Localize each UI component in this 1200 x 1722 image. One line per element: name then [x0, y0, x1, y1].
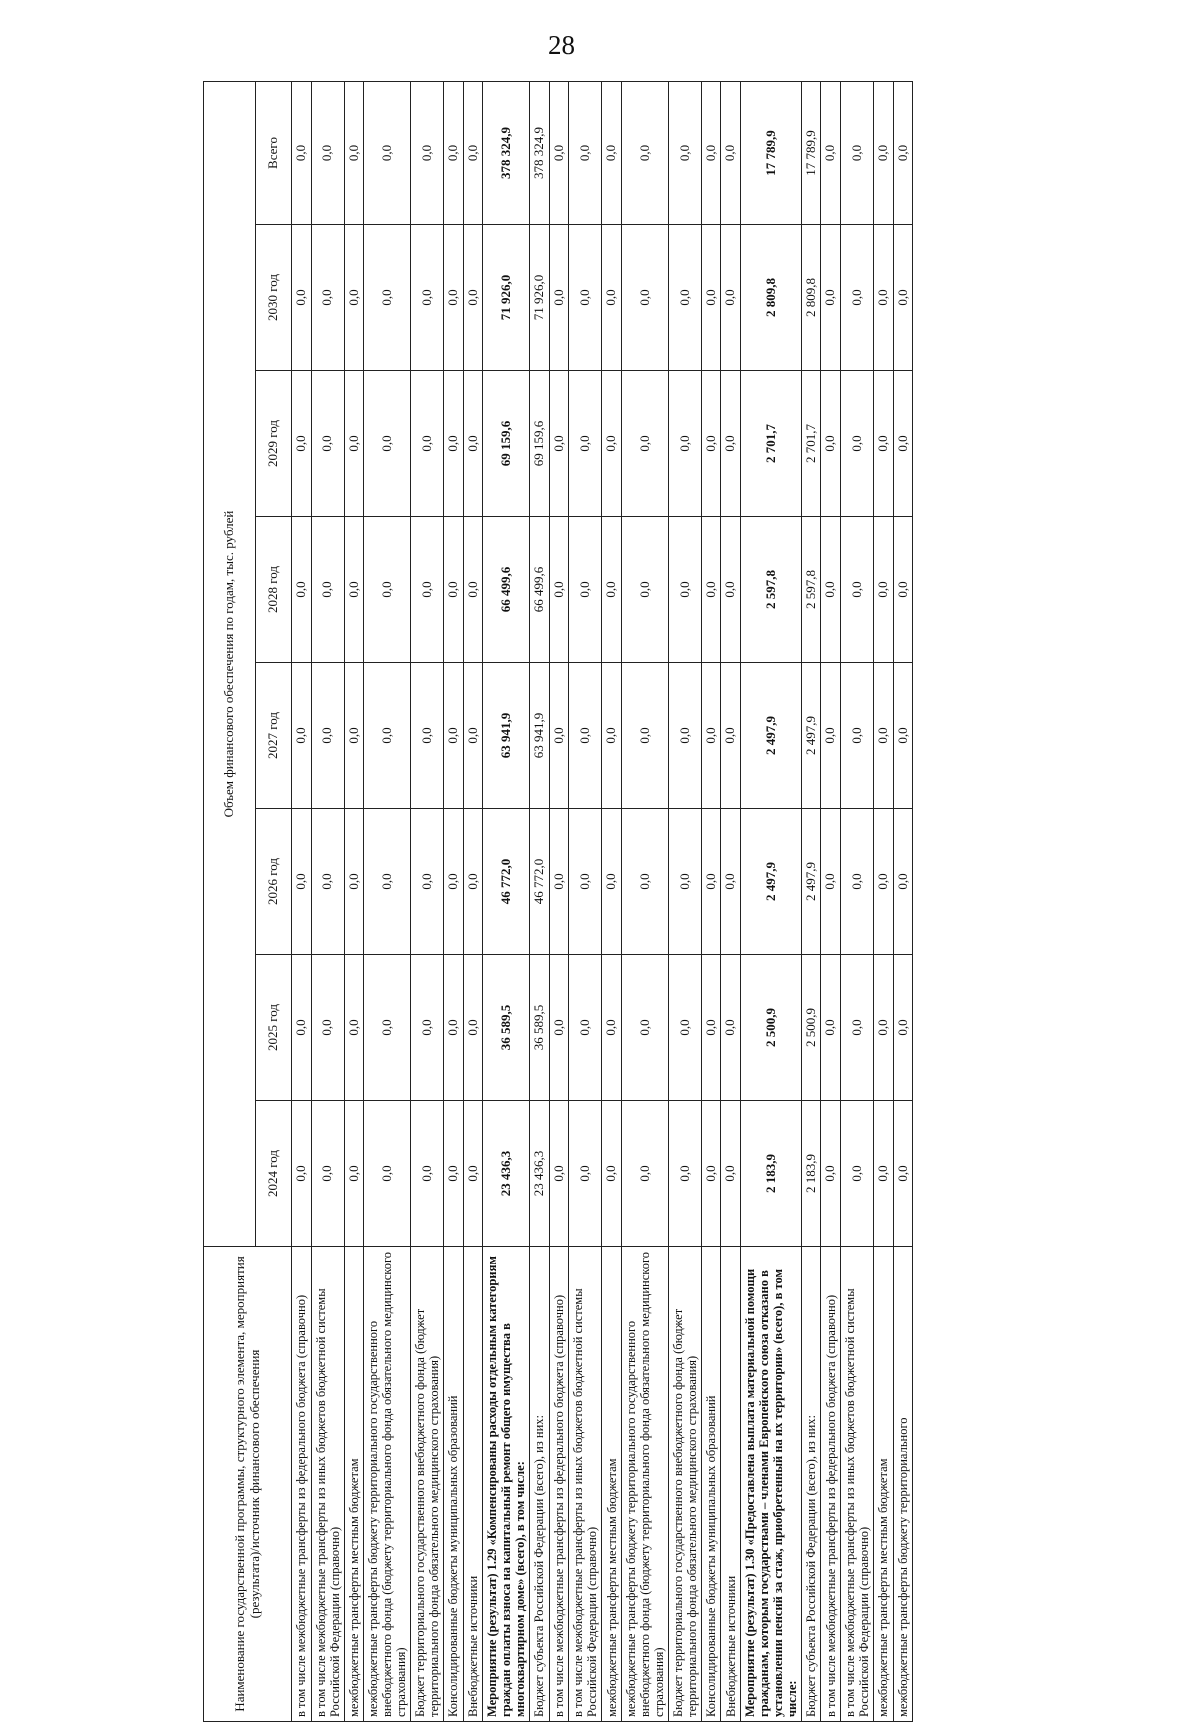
- row-label: Внебюджетные источники: [463, 1247, 483, 1722]
- value-cell: 0,0: [701, 225, 721, 371]
- value-cell: 36 589,5: [530, 955, 550, 1101]
- value-cell: 0,0: [569, 225, 602, 371]
- table-row: [444, 81, 464, 1721]
- table-body: [292, 81, 913, 1721]
- value-cell: 0,0: [463, 371, 483, 517]
- value-cell: 2 597,8: [740, 517, 801, 663]
- value-cell: 0,0: [569, 1101, 602, 1247]
- table-row: [569, 81, 602, 1721]
- value-cell: 0,0: [668, 1101, 701, 1247]
- table-rotation-frame: [203, 92, 1200, 1717]
- value-cell: 0,0: [292, 81, 312, 224]
- table-row: [292, 81, 312, 1721]
- value-cell: 378 324,9: [530, 81, 550, 224]
- value-cell: 0,0: [311, 1101, 344, 1247]
- value-cell: 0,0: [668, 81, 701, 224]
- row-label: межбюджетные трансферты бюджету территориального: [893, 1247, 913, 1722]
- value-cell: 69 159,6: [530, 371, 550, 517]
- value-cell: 0,0: [841, 1101, 874, 1247]
- value-cell: 0,0: [569, 371, 602, 517]
- value-cell: 0,0: [344, 955, 364, 1101]
- value-cell: 0,0: [549, 809, 569, 955]
- value-cell: 0,0: [569, 663, 602, 809]
- value-cell: 0,0: [364, 663, 411, 809]
- row-label: Бюджет территориального государственного внебюджетного фонда (бюджет территориального фонда обязательного медицинского страхования): [668, 1247, 701, 1722]
- financing-group-header: Объем финансового обеспечения по годам, тыс. рублей: [204, 81, 256, 1246]
- value-cell: 0,0: [701, 517, 721, 663]
- row-label: Бюджет субъекта Российской Федерации (всего), из них:: [530, 1247, 550, 1722]
- value-cell: 0,0: [821, 517, 841, 663]
- value-cell: 0,0: [411, 225, 444, 371]
- value-cell: 46 772,0: [530, 809, 550, 955]
- value-cell: 0,0: [893, 371, 913, 517]
- row-label: в том числе межбюджетные трансферты из иных бюджетов бюджетной системы Российской Федерации (справочно): [841, 1247, 874, 1722]
- value-cell: 0,0: [292, 1101, 312, 1247]
- value-cell: 0,0: [311, 371, 344, 517]
- value-cell: 0,0: [602, 371, 622, 517]
- value-cell: 0,0: [411, 955, 444, 1101]
- value-cell: 0,0: [821, 225, 841, 371]
- row-label: в том числе межбюджетные трансферты из федерального бюджета (справочно): [292, 1247, 312, 1722]
- year-column-header: 2025 год: [256, 955, 292, 1101]
- value-cell: 0,0: [444, 371, 464, 517]
- value-cell: 0,0: [841, 225, 874, 371]
- value-cell: 0,0: [364, 371, 411, 517]
- value-cell: 0,0: [721, 371, 741, 517]
- value-cell: 0,0: [292, 663, 312, 809]
- value-cell: 0,0: [893, 955, 913, 1101]
- value-cell: 0,0: [621, 809, 668, 955]
- value-cell: 0,0: [701, 809, 721, 955]
- value-cell: 0,0: [444, 225, 464, 371]
- value-cell: 36 589,5: [483, 955, 530, 1101]
- value-cell: 2 500,9: [801, 955, 821, 1101]
- row-label: Мероприятие (результат) 1.30 «Предоставлена выплата материальной помощи гражданам, которым государствами – членами Европейского союза отказано в установлении пенсий за стаж, приобретенный на их территории» (всего), в том числе:: [740, 1247, 801, 1722]
- value-cell: 0,0: [364, 809, 411, 955]
- value-cell: 17 789,9: [801, 81, 821, 224]
- value-cell: 2 701,7: [801, 371, 821, 517]
- value-cell: 23 436,3: [483, 1101, 530, 1247]
- value-cell: 0,0: [549, 955, 569, 1101]
- value-cell: 63 941,9: [483, 663, 530, 809]
- value-cell: 0,0: [549, 371, 569, 517]
- value-cell: 0,0: [841, 955, 874, 1101]
- value-cell: 0,0: [463, 1101, 483, 1247]
- value-cell: 23 436,3: [530, 1101, 550, 1247]
- table-row: [893, 81, 913, 1721]
- value-cell: 2 497,9: [801, 809, 821, 955]
- table-row: [311, 81, 344, 1721]
- value-cell: 0,0: [364, 955, 411, 1101]
- value-cell: 2 500,9: [740, 955, 801, 1101]
- table-row: [463, 81, 483, 1721]
- value-cell: 0,0: [621, 81, 668, 224]
- year-column-header: Всего: [256, 81, 292, 224]
- value-cell: 0,0: [411, 1101, 444, 1247]
- value-cell: 0,0: [701, 955, 721, 1101]
- table-row: [364, 81, 411, 1721]
- value-cell: 0,0: [874, 955, 894, 1101]
- table-row: [701, 81, 721, 1721]
- value-cell: 0,0: [874, 663, 894, 809]
- value-cell: 0,0: [311, 955, 344, 1101]
- value-cell: 0,0: [292, 225, 312, 371]
- value-cell: 0,0: [549, 1101, 569, 1247]
- table-row: [549, 81, 569, 1721]
- value-cell: 0,0: [701, 663, 721, 809]
- value-cell: 0,0: [602, 1101, 622, 1247]
- value-cell: 2 183,9: [801, 1101, 821, 1247]
- value-cell: 0,0: [893, 517, 913, 663]
- value-cell: 0,0: [602, 663, 622, 809]
- table-row: [801, 81, 821, 1721]
- table-row: [740, 81, 801, 1721]
- value-cell: 0,0: [569, 955, 602, 1101]
- value-cell: 0,0: [874, 517, 894, 663]
- table-header: [204, 81, 292, 1721]
- value-cell: 0,0: [602, 81, 622, 224]
- value-cell: 0,0: [549, 517, 569, 663]
- value-cell: 0,0: [364, 1101, 411, 1247]
- page-number: 28: [548, 30, 575, 60]
- table-row: [841, 81, 874, 1721]
- value-cell: 0,0: [821, 1101, 841, 1247]
- value-cell: 0,0: [821, 809, 841, 955]
- value-cell: 0,0: [444, 81, 464, 224]
- financing-table: [203, 81, 913, 1722]
- value-cell: 0,0: [668, 663, 701, 809]
- value-cell: 0,0: [668, 955, 701, 1101]
- value-cell: 2 809,8: [801, 225, 821, 371]
- value-cell: 0,0: [463, 81, 483, 224]
- value-cell: 0,0: [292, 955, 312, 1101]
- value-cell: 0,0: [721, 1101, 741, 1247]
- value-cell: 378 324,9: [483, 81, 530, 224]
- value-cell: 0,0: [444, 809, 464, 955]
- table-row: [530, 81, 550, 1721]
- value-cell: 63 941,9: [530, 663, 550, 809]
- value-cell: 0,0: [621, 663, 668, 809]
- value-cell: 0,0: [668, 809, 701, 955]
- value-cell: 0,0: [364, 81, 411, 224]
- value-cell: 0,0: [463, 225, 483, 371]
- value-cell: 0,0: [411, 81, 444, 224]
- value-cell: 0,0: [893, 225, 913, 371]
- year-column-header: 2027 год: [256, 663, 292, 809]
- value-cell: 2 183,9: [740, 1101, 801, 1247]
- table-row: [602, 81, 622, 1721]
- value-cell: 66 499,6: [483, 517, 530, 663]
- value-cell: 0,0: [841, 371, 874, 517]
- value-cell: 0,0: [463, 517, 483, 663]
- value-cell: 0,0: [602, 225, 622, 371]
- value-cell: 0,0: [821, 663, 841, 809]
- value-cell: 2 597,8: [801, 517, 821, 663]
- value-cell: 0,0: [893, 1101, 913, 1247]
- value-cell: 0,0: [364, 517, 411, 663]
- value-cell: 0,0: [721, 809, 741, 955]
- value-cell: 0,0: [549, 225, 569, 371]
- row-label: в том числе межбюджетные трансферты из иных бюджетов бюджетной системы Российской Федерации (справочно): [311, 1247, 344, 1722]
- value-cell: 2 497,9: [740, 663, 801, 809]
- table-row: [668, 81, 701, 1721]
- value-cell: 0,0: [444, 663, 464, 809]
- value-cell: 0,0: [874, 81, 894, 224]
- value-cell: 0,0: [841, 517, 874, 663]
- value-cell: 46 772,0: [483, 809, 530, 955]
- value-cell: 0,0: [411, 663, 444, 809]
- value-cell: 0,0: [668, 517, 701, 663]
- value-cell: 0,0: [463, 809, 483, 955]
- year-column-header: 2024 год: [256, 1101, 292, 1247]
- year-column-header: 2026 год: [256, 809, 292, 955]
- value-cell: 0,0: [841, 809, 874, 955]
- value-cell: 0,0: [721, 663, 741, 809]
- value-cell: 0,0: [444, 955, 464, 1101]
- value-cell: 0,0: [874, 371, 894, 517]
- value-cell: 0,0: [411, 809, 444, 955]
- value-cell: 0,0: [569, 517, 602, 663]
- value-cell: 66 499,6: [530, 517, 550, 663]
- value-cell: 0,0: [874, 1101, 894, 1247]
- value-cell: 2 497,9: [801, 663, 821, 809]
- value-cell: 0,0: [621, 225, 668, 371]
- value-cell: 0,0: [621, 955, 668, 1101]
- value-cell: 0,0: [621, 517, 668, 663]
- value-cell: 2 701,7: [740, 371, 801, 517]
- value-cell: 0,0: [311, 81, 344, 224]
- value-cell: 0,0: [344, 225, 364, 371]
- value-cell: 0,0: [364, 225, 411, 371]
- year-column-header: 2030 год: [256, 225, 292, 371]
- value-cell: 0,0: [701, 1101, 721, 1247]
- row-label: межбюджетные трансферты местным бюджетам: [874, 1247, 894, 1722]
- row-label: Консолидированные бюджеты муниципальных образований: [444, 1247, 464, 1722]
- value-cell: 0,0: [893, 81, 913, 224]
- value-cell: 0,0: [344, 81, 364, 224]
- value-cell: 0,0: [602, 517, 622, 663]
- value-cell: 0,0: [569, 809, 602, 955]
- value-cell: 0,0: [463, 955, 483, 1101]
- row-label: Бюджет субъекта Российской Федерации (всего), из них:: [801, 1247, 821, 1722]
- value-cell: 0,0: [344, 517, 364, 663]
- value-cell: 0,0: [549, 81, 569, 224]
- value-cell: 0,0: [311, 663, 344, 809]
- value-cell: 0,0: [721, 517, 741, 663]
- table-row: [411, 81, 444, 1721]
- row-label: Консолидированные бюджеты муниципальных образований: [701, 1247, 721, 1722]
- row-label: межбюджетные трансферты бюджету территориального государственного внебюджетного фонда (бюджету территориального фонда обязательного медицинского страхования): [621, 1247, 668, 1722]
- row-label: межбюджетные трансферты местным бюджетам: [344, 1247, 364, 1722]
- value-cell: 0,0: [821, 371, 841, 517]
- value-cell: 0,0: [701, 81, 721, 224]
- value-cell: 0,0: [821, 955, 841, 1101]
- value-cell: 0,0: [311, 225, 344, 371]
- value-cell: 0,0: [411, 371, 444, 517]
- value-cell: 0,0: [463, 663, 483, 809]
- row-label: межбюджетные трансферты местным бюджетам: [602, 1247, 622, 1722]
- value-cell: 0,0: [569, 81, 602, 224]
- table-row: [874, 81, 894, 1721]
- value-cell: 0,0: [602, 809, 622, 955]
- value-cell: 71 926,0: [483, 225, 530, 371]
- value-cell: 0,0: [893, 809, 913, 955]
- table-row: [621, 81, 668, 1721]
- row-label: Бюджет территориального государственного внебюджетного фонда (бюджет территориального фонда обязательного медицинского страхования): [411, 1247, 444, 1722]
- table-row: [344, 81, 364, 1721]
- value-cell: 0,0: [668, 371, 701, 517]
- value-cell: 0,0: [444, 1101, 464, 1247]
- value-cell: 0,0: [344, 371, 364, 517]
- value-cell: 0,0: [841, 663, 874, 809]
- value-cell: 0,0: [344, 663, 364, 809]
- value-cell: 0,0: [549, 663, 569, 809]
- value-cell: 0,0: [292, 517, 312, 663]
- row-label: межбюджетные трансферты бюджету территориального государственного внебюджетного фонда (бюджету территориального фонда обязательного медицинского страхования): [364, 1247, 411, 1722]
- value-cell: 0,0: [311, 517, 344, 663]
- value-cell: 0,0: [444, 517, 464, 663]
- value-cell: 0,0: [874, 225, 894, 371]
- value-cell: 0,0: [668, 225, 701, 371]
- row-label: Мероприятие (результат) 1.29 «Компенсированы расходы отдельным категориям граждан оплаты взноса на капитальный ремонт общего имущества в многоквартирном доме» (всего), в том числе:: [483, 1247, 530, 1722]
- value-cell: 2 809,8: [740, 225, 801, 371]
- table-row: [483, 81, 530, 1721]
- table-row: [721, 81, 741, 1721]
- value-cell: 0,0: [602, 955, 622, 1101]
- value-cell: 0,0: [874, 809, 894, 955]
- value-cell: 0,0: [821, 81, 841, 224]
- value-cell: 0,0: [311, 809, 344, 955]
- value-cell: 0,0: [344, 1101, 364, 1247]
- value-cell: 0,0: [411, 517, 444, 663]
- value-cell: 0,0: [721, 81, 741, 224]
- value-cell: 0,0: [701, 371, 721, 517]
- value-cell: 0,0: [721, 225, 741, 371]
- value-cell: 17 789,9: [740, 81, 801, 224]
- value-cell: 71 926,0: [530, 225, 550, 371]
- value-cell: 69 159,6: [483, 371, 530, 517]
- value-cell: 0,0: [344, 809, 364, 955]
- row-label: Внебюджетные источники: [721, 1247, 741, 1722]
- value-cell: 0,0: [292, 809, 312, 955]
- value-cell: 0,0: [621, 371, 668, 517]
- value-cell: 0,0: [292, 371, 312, 517]
- value-cell: 2 497,9: [740, 809, 801, 955]
- year-column-header: 2028 год: [256, 517, 292, 663]
- value-cell: 0,0: [621, 1101, 668, 1247]
- row-label: в том числе межбюджетные трансферты из федерального бюджета (справочно): [821, 1247, 841, 1722]
- value-cell: 0,0: [721, 955, 741, 1101]
- year-column-header: 2029 год: [256, 371, 292, 517]
- value-cell: 0,0: [841, 81, 874, 224]
- row-label: в том числе межбюджетные трансферты из федерального бюджета (справочно): [549, 1247, 569, 1722]
- value-cell: 0,0: [893, 663, 913, 809]
- rotated-table-container: [203, 82, 1200, 1722]
- table-row: [821, 81, 841, 1721]
- name-column-header: Наименование государственной программы, структурного элемента, мероприятия (результата)/источник финансового обеспечения: [204, 1247, 292, 1722]
- row-label: в том числе межбюджетные трансферты из иных бюджетов бюджетной системы Российской Федерации (справочно): [569, 1247, 602, 1722]
